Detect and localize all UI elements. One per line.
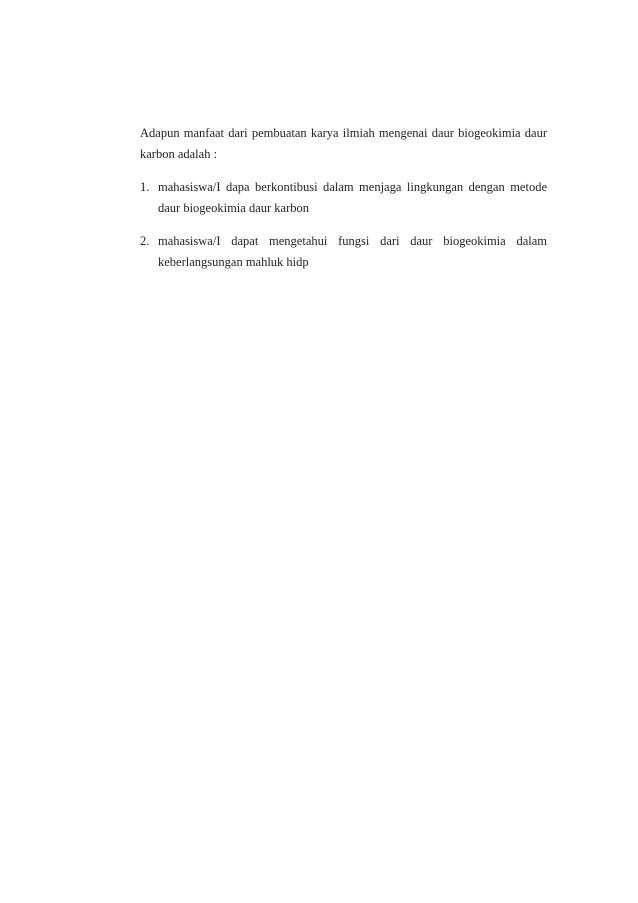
list-item-text: mahasiswa/I dapa berkontibusi dalam menjaga lingkungan dengan metode daur biogeokimia daur karbon xyxy=(158,180,547,215)
benefits-list xyxy=(140,177,547,273)
list-item-number: 2. xyxy=(140,234,150,248)
list-item xyxy=(140,177,547,219)
intro-paragraph: Adapun manfaat dari pembuatan karya ilmiah mengenai daur biogeokimia daur karbon adalah : xyxy=(140,126,547,161)
list-item-number: 1. xyxy=(140,180,150,194)
document-body xyxy=(140,123,547,285)
list-item xyxy=(140,231,547,273)
list-item-text: mahasiswa/I dapat mengetahui fungsi dari daur biogeokimia dalam keberlangsungan mahluk hidp xyxy=(158,234,547,269)
